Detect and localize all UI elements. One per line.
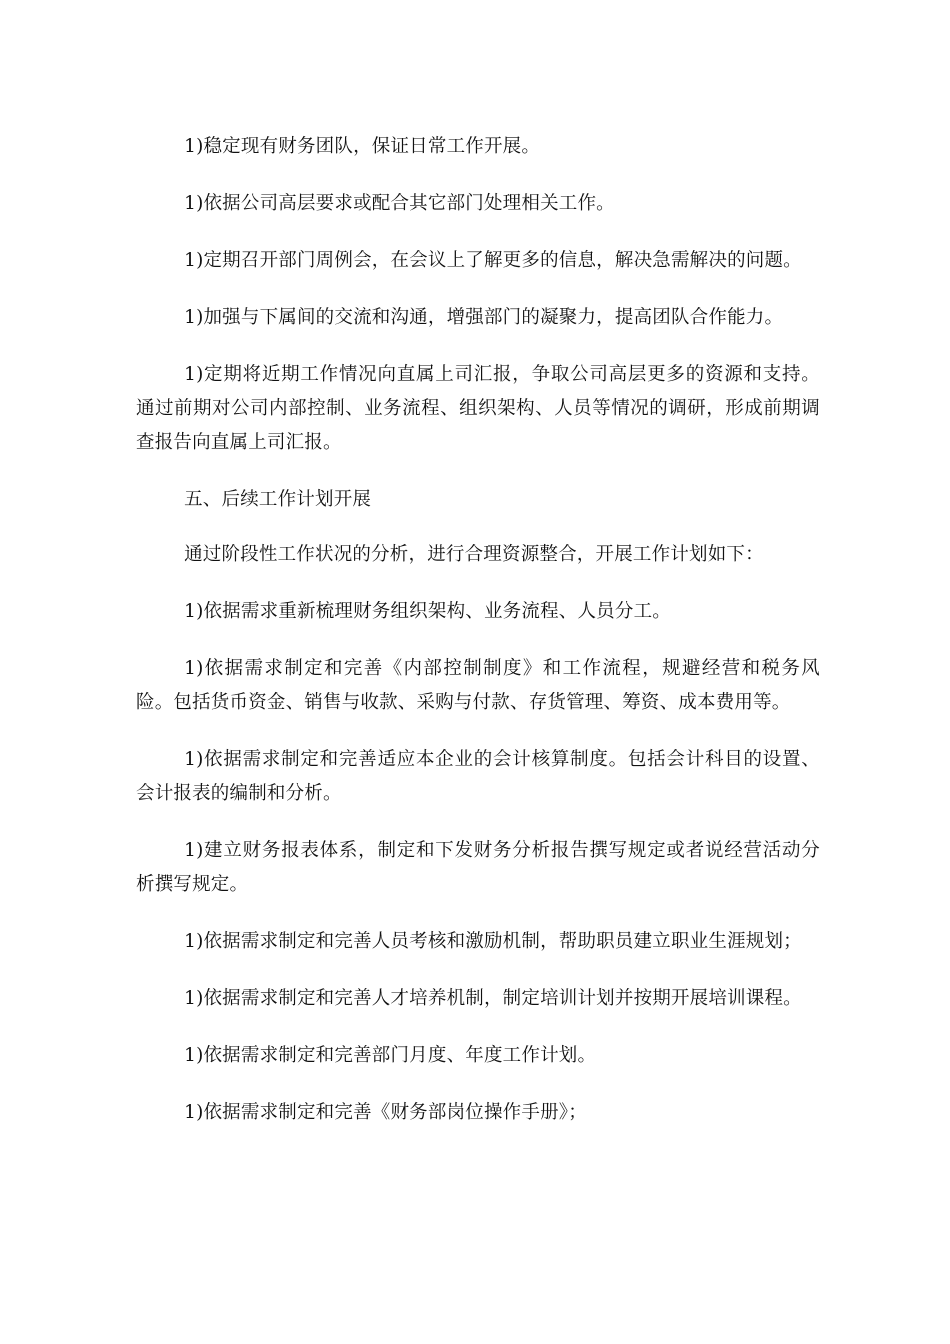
paragraph-financial-reports: 1)建立财务报表体系，制定和下发财务分析报告撰写规定或者说经营活动分析撰写规定。 — [136, 840, 820, 895]
paragraph-cooperate-departments: 1)依据公司高层要求或配合其它部门处理相关工作。 — [184, 193, 615, 214]
document-body — [136, 130, 820, 1153]
paragraph-internal-control: 1)依据需求制定和完善《内部控制制度》和工作流程，规避经营和税务风险。包括货币资金、销售与收款、采购与付款、存货管理、筹资、成本费用等。 — [136, 658, 820, 713]
paragraph-assessment-incentive: 1)依据需求制定和完善人员考核和激励机制，帮助职员建立职业生涯规划； — [184, 931, 802, 952]
paragraph-weekly-meeting: 1)定期召开部门周例会，在会议上了解更多的信息，解决急需解决的问题。 — [184, 250, 802, 271]
paragraph-plan-intro: 通过阶段性工作状况的分析，进行合理资源整合，开展工作计划如下： — [184, 544, 764, 565]
paragraph-report-to-superior: 1)定期将近期工作情况向直属上司汇报，争取公司高层更多的资源和支持。通过前期对公司内部控制、业务流程、组织架构、人员等情况的调研，形成前期调查报告向直属上司汇报。 — [136, 364, 820, 453]
section-heading-follow-up-plan: 五、后续工作计划开展 — [184, 489, 372, 510]
paragraph-reorganize-structure: 1)依据需求重新梳理财务组织架构、业务流程、人员分工。 — [184, 601, 671, 622]
paragraph-operation-manual: 1)依据需求制定和完善《财务部岗位操作手册》； — [184, 1102, 587, 1123]
paragraph-team-communication: 1)加强与下属间的交流和沟通，增强部门的凝聚力，提高团队合作能力。 — [184, 307, 784, 328]
paragraph-work-plan: 1)依据需求制定和完善部门月度、年度工作计划。 — [184, 1045, 597, 1066]
paragraph-stabilize-team: 1)稳定现有财务团队，保证日常工作开展。 — [184, 136, 541, 157]
paragraph-talent-training: 1)依据需求制定和完善人才培养机制，制定培训计划并按期开展培训课程。 — [184, 988, 802, 1009]
paragraph-accounting-system: 1)依据需求制定和完善适应本企业的会计核算制度。包括会计科目的设置、会计报表的编制和分析。 — [136, 749, 820, 804]
